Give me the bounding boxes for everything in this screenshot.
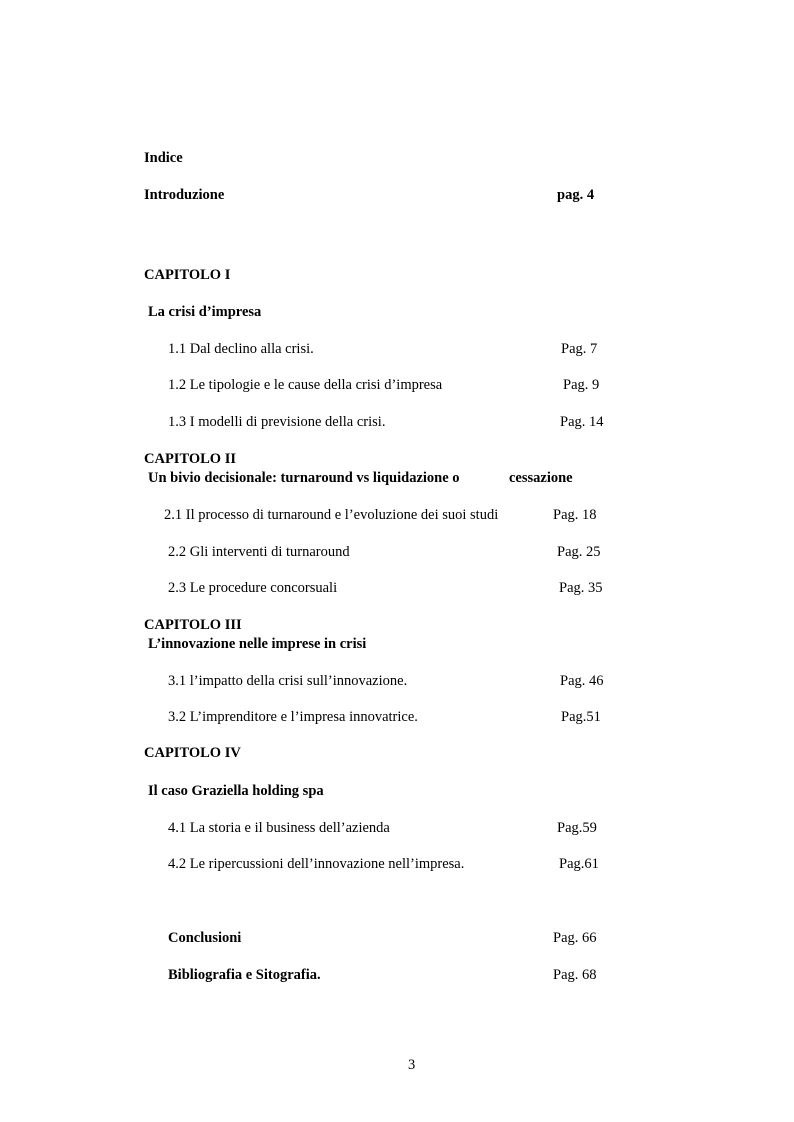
toc-entry-label: 3.1 l’impatto della crisi sull’innovazione. <box>168 673 408 689</box>
toc-intro-page: pag. 4 <box>557 187 595 203</box>
chapter-2-title: CAPITOLO II <box>144 451 236 467</box>
toc-entry-label: 3.2 L’imprenditore e l’impresa innovatrice. <box>168 709 418 725</box>
toc-entry-page: Pag. 9 <box>563 377 600 393</box>
chapter-1-subtitle: La crisi d’impresa <box>148 304 262 320</box>
toc-entry-page: Pag. 7 <box>561 341 598 357</box>
toc-bibliography-page: Pag. 68 <box>553 967 597 983</box>
chapter-2-subtitle-continuation: cessazione <box>509 470 573 486</box>
toc-entry-label: 1.2 Le tipologie e le cause della crisi d’impresa <box>168 377 443 393</box>
toc-entry-page: Pag. 25 <box>557 544 601 560</box>
toc-conclusions-page: Pag. 66 <box>553 930 597 946</box>
toc-entry-page: Pag.59 <box>557 820 597 836</box>
toc-heading: Indice <box>144 150 183 166</box>
toc-entry-label: 2.2 Gli interventi di turnaround <box>168 544 350 560</box>
toc-entry-page: Pag. 14 <box>560 414 604 430</box>
toc-entry-page: Pag.51 <box>561 709 601 725</box>
chapter-2-subtitle: Un bivio decisionale: turnaround vs liquidazione o <box>148 470 460 486</box>
toc-entry-label: 1.3 I modelli di previsione della crisi. <box>168 414 386 430</box>
toc-entry-label: 2.3 Le procedure concorsuali <box>168 580 338 596</box>
chapter-4-title: CAPITOLO IV <box>144 745 241 761</box>
toc-entry-label: 4.1 La storia e il business dell’azienda <box>168 820 390 836</box>
chapter-3-subtitle: L’innovazione nelle imprese in crisi <box>148 636 367 652</box>
chapter-1-title: CAPITOLO I <box>144 267 231 283</box>
toc-entry-page: Pag. 18 <box>553 507 597 523</box>
page-number: 3 <box>408 1057 416 1073</box>
chapter-3-title: CAPITOLO III <box>144 617 242 633</box>
toc-bibliography-label: Bibliografia e Sitografia. <box>168 967 321 983</box>
toc-conclusions-label: Conclusioni <box>168 930 242 946</box>
toc-entry-label: 2.1 Il processo di turnaround e l’evoluzione dei suoi studi <box>164 507 499 523</box>
toc-entry-page: Pag.61 <box>559 856 599 872</box>
toc-entry-label: 1.1 Dal declino alla crisi. <box>168 341 314 357</box>
chapter-4-subtitle: Il caso Graziella holding spa <box>148 783 324 799</box>
toc-entry-label: 4.2 Le ripercussioni dell’innovazione nell’impresa. <box>168 856 465 872</box>
toc-intro-label: Introduzione <box>144 187 225 203</box>
toc-entry-page: Pag. 35 <box>559 580 603 596</box>
toc-entry-page: Pag. 46 <box>560 673 604 689</box>
